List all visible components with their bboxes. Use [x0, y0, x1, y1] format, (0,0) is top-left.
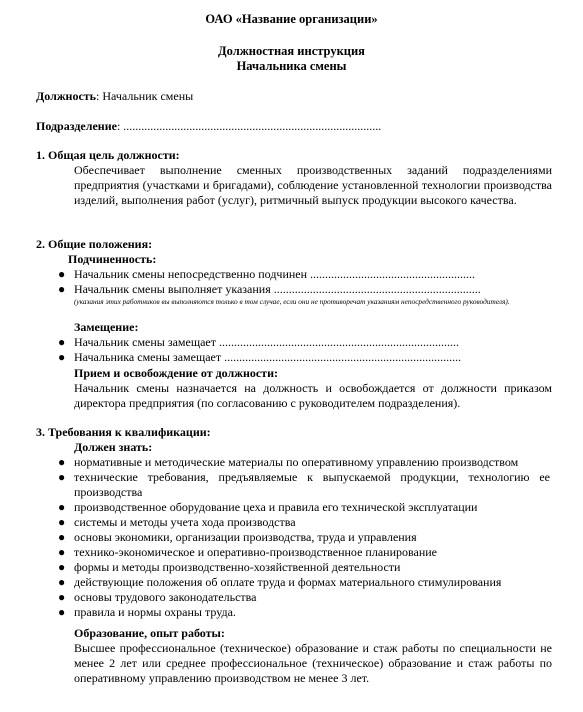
- education-title: Образование, опыт работы:: [74, 626, 225, 640]
- list-item-text: Начальник смены выполняет указания .....................................................................: [74, 282, 481, 296]
- document-title-line1: Должностная инструкция: [218, 44, 365, 58]
- appointment-text: Начальник смены назначается на должность и освобождается от должности приказом директора предприятия (по согласованию с руководителем подразделения).: [74, 381, 552, 410]
- bullet-icon: ●: [58, 545, 66, 559]
- division-value: : ......................................................................................: [116, 119, 382, 133]
- bullet-icon: ●: [58, 350, 66, 364]
- section3-title: 3. Требования к квалификации:: [36, 425, 211, 439]
- education-text: Высшее профессиональное (техническое) образование и стаж работы по специальности не менее 2 лет или среднее профессиональное (техническое) образование и стаж работы по оперативному управлению производством не менее 3 лет.: [74, 641, 552, 685]
- bullet-icon: ●: [58, 530, 66, 544]
- bullet-icon: ●: [58, 515, 66, 529]
- list-item: [58, 455, 550, 470]
- list-item: [58, 605, 550, 620]
- must-know-list: [58, 455, 550, 620]
- replacement-title: Замещение:: [74, 320, 139, 334]
- document-title-line2: Начальника смены: [236, 59, 347, 73]
- position-value: : Начальник смены: [96, 89, 194, 103]
- list-item-text: Начальник смены замещает ................................................................................: [74, 335, 459, 349]
- list-item-text: нормативные и методические материалы по оперативному управлению производством: [74, 455, 519, 469]
- list-item: [58, 470, 550, 500]
- division-label: Подразделение: [36, 119, 117, 133]
- list-item: [58, 335, 550, 350]
- list-item: [58, 545, 550, 560]
- section1-title: 1. Общая цель должности:: [36, 148, 180, 162]
- organization-name: ОАО «Название организации»: [205, 12, 378, 26]
- bullet-icon: ●: [58, 470, 66, 484]
- list-item-text: Начальника смены замещает ...............................................................................: [74, 350, 462, 364]
- position-field: [36, 89, 193, 104]
- bullet-icon: ●: [58, 590, 66, 604]
- division-field: [36, 119, 381, 134]
- list-item-text: правила и нормы охраны труда.: [74, 605, 236, 619]
- list-item-text: основы экономики, организации производства, труда и управления: [74, 530, 417, 544]
- bullet-icon: ●: [58, 282, 66, 296]
- subordination-title: Подчиненность:: [68, 252, 157, 266]
- must-know-title: Должен знать:: [74, 440, 153, 454]
- section2-title: 2. Общие положения:: [36, 237, 153, 251]
- subordination-note: (указания этих работников вы выполняются только в том случае, если они не противоречат указаниям непосредственного руководителя).: [74, 297, 510, 306]
- list-item-text: технические требования, предъявляемые к выпускаемой продукции, технологию ее производства: [74, 470, 550, 499]
- appointment-title: Прием и освобождение от должности:: [74, 366, 278, 380]
- bullet-icon: ●: [58, 560, 66, 574]
- bullet-icon: ●: [58, 605, 66, 619]
- list-item-text: основы трудового законодательства: [74, 590, 257, 604]
- list-item: [58, 530, 550, 545]
- list-item-text: производственное оборудование цеха и правила его технической эксплуатации: [74, 500, 478, 514]
- document-title: [0, 44, 583, 74]
- list-item-text: технико-экономическое и оперативно-производственное планирование: [74, 545, 437, 559]
- list-item-text: системы и методы учета хода производства: [74, 515, 296, 529]
- list-item: [58, 350, 550, 365]
- list-item: [58, 590, 550, 605]
- list-item: [58, 282, 550, 297]
- bullet-icon: ●: [58, 575, 66, 589]
- list-item: [58, 575, 550, 590]
- list-item-text: формы и методы производственно-хозяйственной деятельности: [74, 560, 401, 574]
- bullet-icon: ●: [58, 267, 66, 281]
- subordination-list: [58, 267, 550, 297]
- list-item: [58, 515, 550, 530]
- list-item: [58, 267, 550, 282]
- bullet-icon: ●: [58, 500, 66, 514]
- bullet-icon: ●: [58, 335, 66, 349]
- list-item-text: действующие положения об оплате труда и формах материального стимулирования: [74, 575, 502, 589]
- list-item-text: Начальник смены непосредственно подчинен .......................................................: [74, 267, 476, 281]
- section1-text: Обеспечивает выполнение сменных производственных заданий подразделениями предприятия (участками и бригадами), соблюдение установленной технологии производства изделий, выполнения работ (услуг), ритмичный выпуск продукции высокого качества.: [74, 163, 552, 207]
- list-item: [58, 500, 550, 515]
- bullet-icon: ●: [58, 455, 66, 469]
- replacement-list: [58, 335, 550, 365]
- position-label: Должность: [36, 89, 97, 103]
- list-item: [58, 560, 550, 575]
